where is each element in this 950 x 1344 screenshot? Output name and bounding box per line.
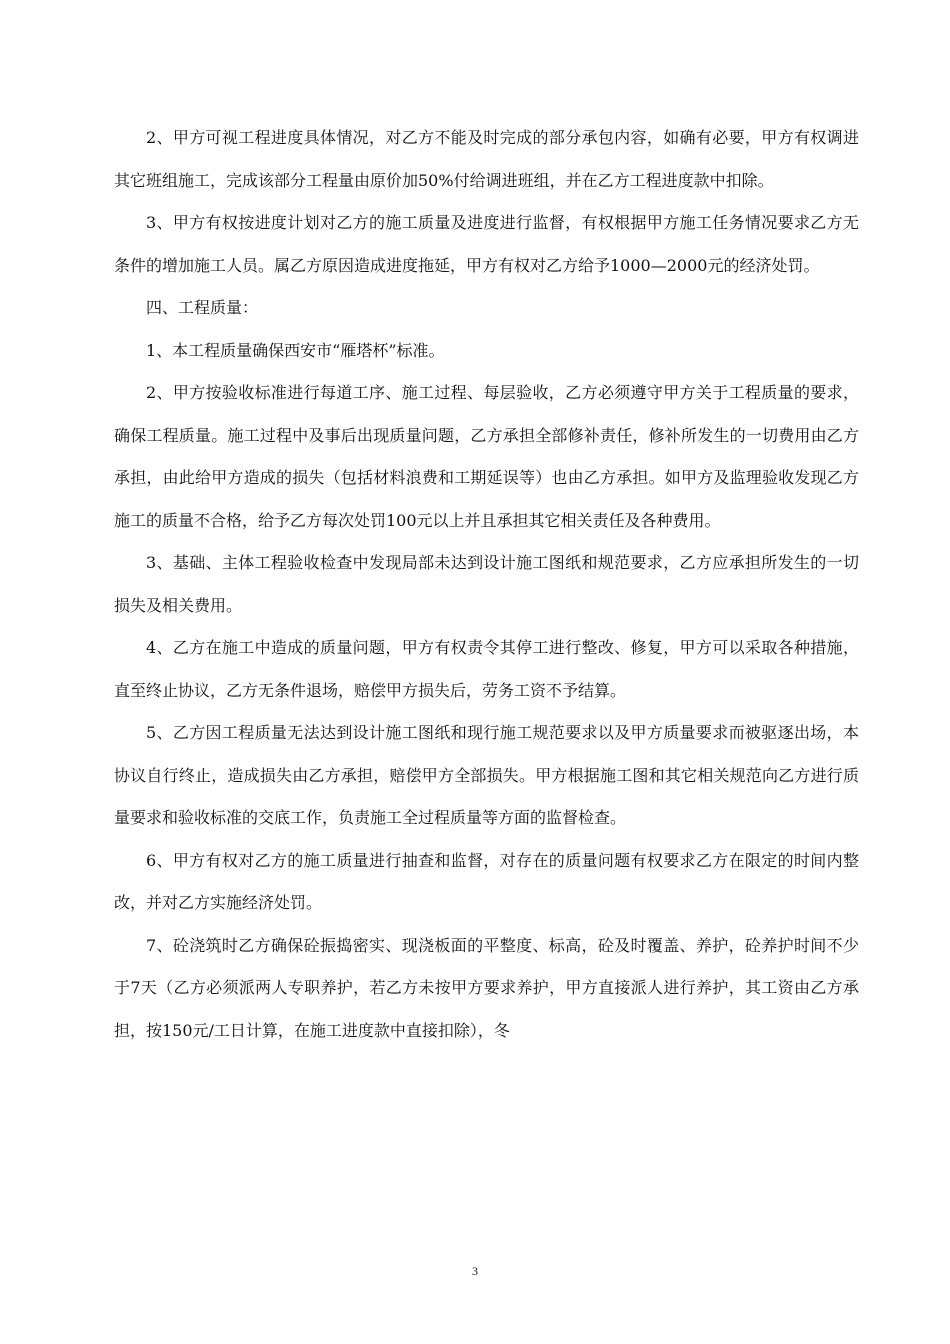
paragraph-quality-5: 5、乙方因工程质量无法达到设计施工图纸和现行施工规范要求以及甲方质量要求而被驱逐出场，本协议自行终止，造成损失由乙方承担，赔偿甲方全部损失。甲方根据施工图和其它相关规范向乙方进行质量要求和验收标准的交底工作，负责施工全过程质量等方面的监督检查。 bbox=[114, 723, 859, 827]
paragraph-quality-6: 6、甲方有权对乙方的施工质量进行抽查和监督，对存在的质量问题有权要求乙方在限定的时间内整改，并对乙方实施经济处罚。 bbox=[114, 850, 859, 912]
paragraph-quality-3: 3、基础、主体工程验收检查中发现局部未达到设计施工图纸和规范要求，乙方应承担所发生的一切损失及相关费用。 bbox=[114, 553, 859, 615]
section-heading-quality: 四、工程质量： bbox=[146, 298, 259, 317]
page-number: 3 bbox=[472, 1264, 478, 1278]
paragraph-quality-7: 7、砼浇筑时乙方确保砼振捣密实、现浇板面的平整度、标高，砼及时覆盖、养护，砼养护时间不少于7天（乙方必须派两人专职养护，若乙方未按甲方要求养护，甲方直接派人进行养护，其工资由乙方承担，按150元/工日计算，在施工进度款中直接扣除），冬 bbox=[114, 935, 859, 1040]
paragraph-quality-4: 4、乙方在施工中造成的质量问题，甲方有权责令其停工进行整改、修复，甲方可以采取各种措施，直至终止协议，乙方无条件退场，赔偿甲方损失后，劳务工资不予结算。 bbox=[114, 638, 859, 700]
paragraph-quality-2: 2、甲方按验收标准进行每道工序、施工过程、每层验收，乙方必须遵守甲方关于工程质量的要求，确保工程质量。施工过程中及事后出现质量问题，乙方承担全部修补责任，修补所发生的一切费用由乙方承担，由此给甲方造成的损失（包括材料浪费和工期延误等）也由乙方承担。如甲方及监理验收发现乙方施工的质量不合格，给予乙方每次处罚100元以上并且承担其它相关责任及各种费用。 bbox=[114, 383, 859, 530]
document-page bbox=[114, 117, 859, 1052]
paragraph-clause-3-supervision: 3、甲方有权按进度计划对乙方的施工质量及进度进行监督，有权根据甲方施工任务情况要求乙方无条件的增加施工人员。属乙方原因造成进度拖延，甲方有权对乙方给予1000—2000元的经济处罚。 bbox=[114, 213, 859, 275]
paragraph-quality-1: 1、本工程质量确保西安市“雁塔杯”标准。 bbox=[146, 340, 445, 360]
paragraph-clause-2-progress: 2、甲方可视工程进度具体情况，对乙方不能及时完成的部分承包内容，如确有必要，甲方有权调进其它班组施工，完成该部分工程量由原价加50%付给调进班组，并在乙方工程进度款中扣除。 bbox=[114, 128, 859, 190]
